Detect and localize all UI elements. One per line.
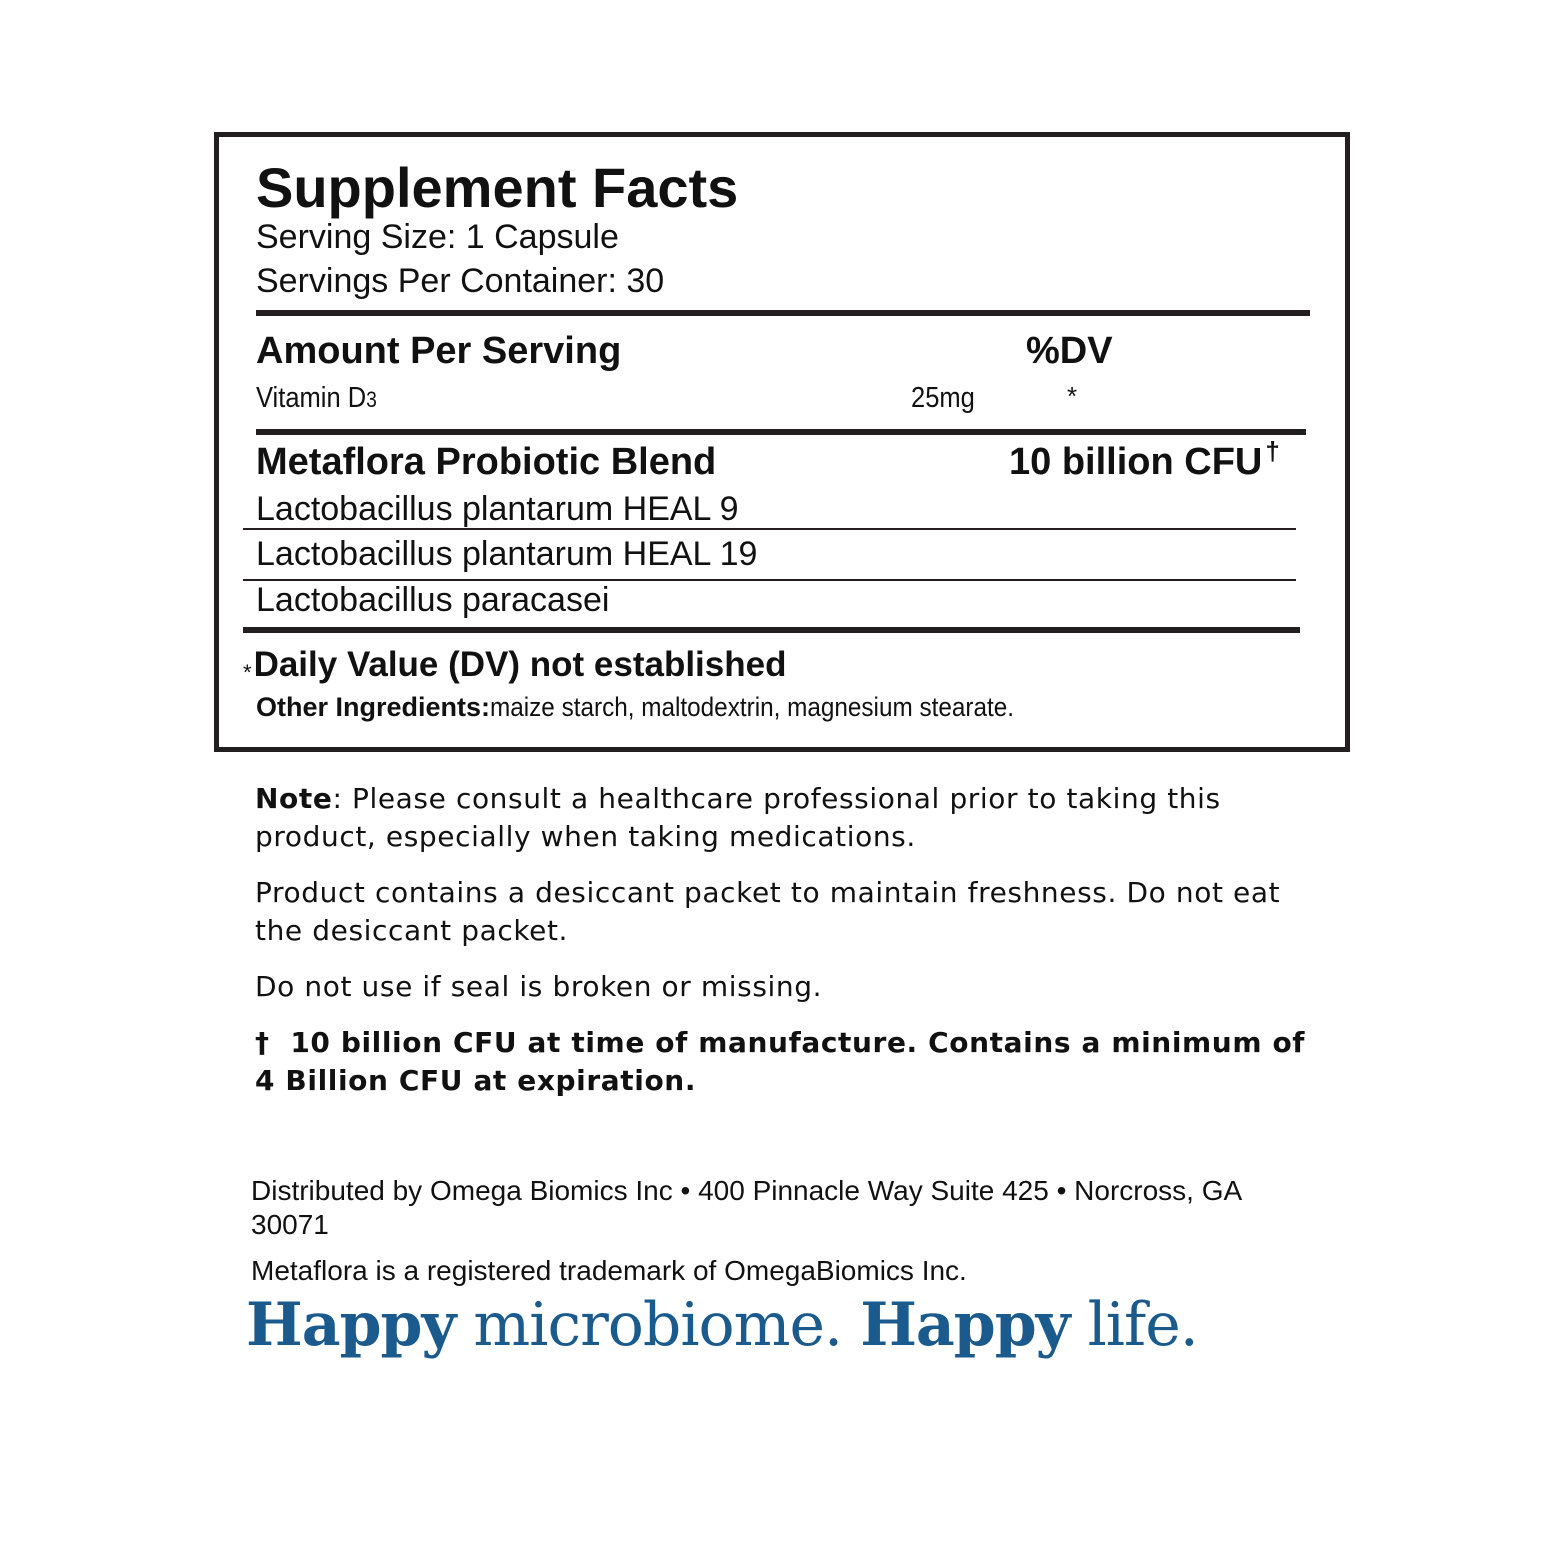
seal-note: Do not use if seal is broken or missing. [255, 970, 823, 1003]
facts-title: Supplement Facts [256, 156, 739, 219]
vitamin-d3-dv: * [1067, 381, 1078, 411]
dv-heading: %DV [1026, 330, 1113, 372]
other-ingredients-value: maize starch, maltodextrin, magnesium stearate. [490, 692, 1015, 722]
note-text: : Please consult a healthcare professional prior to taking this product, especially when taking medications. [255, 782, 1221, 853]
divider-middle [256, 429, 1306, 435]
other-ingredients-label: Other Ingredients: [256, 692, 491, 722]
divider-top [256, 310, 1310, 316]
distributor-address: Distributed by Omega Biomics Inc • 400 Pinnacle Way Suite 425 • Norcross, GA 30071 [251, 1175, 1241, 1240]
dagger-mark: † [1265, 436, 1280, 466]
vitamin-subscript: 3 [366, 387, 377, 412]
guarantee-text: 10 billion CFU at time of manufacture. Contains a minimum of 4 Billion CFU at expiration. [255, 1026, 1306, 1097]
vitamin-d3-name [256, 382, 377, 415]
dv-not-established-note [243, 645, 786, 685]
divider-bottom [243, 627, 1300, 633]
tagline-happy-1: Happy [246, 1290, 456, 1360]
serving-size: Serving Size: 1 Capsule [256, 218, 619, 256]
asterisk-mark: * [243, 660, 252, 685]
vitamin-d3-amount: 25mg [911, 382, 975, 414]
distribution-info [251, 1174, 1291, 1300]
cfu-guarantee-note [255, 1024, 1315, 1100]
strain-item: Lactobacillus paracasei [256, 581, 610, 619]
amount-per-serving-heading: Amount Per Serving [256, 330, 622, 372]
tagline [246, 1290, 1198, 1360]
desiccant-note: Product contains a desiccant packet to maintain freshness. Do not eat the desiccant packet. [255, 876, 1281, 947]
strain-item: Lactobacillus plantarum HEAL 9 [256, 490, 739, 528]
tagline-happy-2: Happy [860, 1290, 1070, 1360]
probiotic-blend-amount [1009, 436, 1280, 484]
vitamin-name-text: Vitamin D [256, 382, 367, 414]
note-label: Note [255, 782, 333, 815]
tagline-life: life. [1069, 1290, 1198, 1360]
servings-per-container: Servings Per Container: 30 [256, 262, 665, 300]
blend-amount-text: 10 billion CFU [1009, 441, 1263, 483]
strain-divider [243, 528, 1296, 530]
supplement-facts-panel [214, 132, 1350, 752]
guarantee-dagger: † [255, 1026, 270, 1059]
label-notes [255, 780, 1315, 1118]
strain-item: Lactobacillus plantarum HEAL 19 [256, 535, 758, 573]
tagline-microbiome: microbiome. [455, 1290, 861, 1360]
probiotic-blend-name: Metaflora Probiotic Blend [256, 441, 717, 483]
consult-note [255, 780, 1315, 856]
dv-note-text: Daily Value (DV) not established [253, 645, 787, 684]
trademark-note: Metaflora is a registered trademark of OmegaBiomics Inc. [251, 1255, 967, 1286]
other-ingredients [256, 692, 1072, 723]
